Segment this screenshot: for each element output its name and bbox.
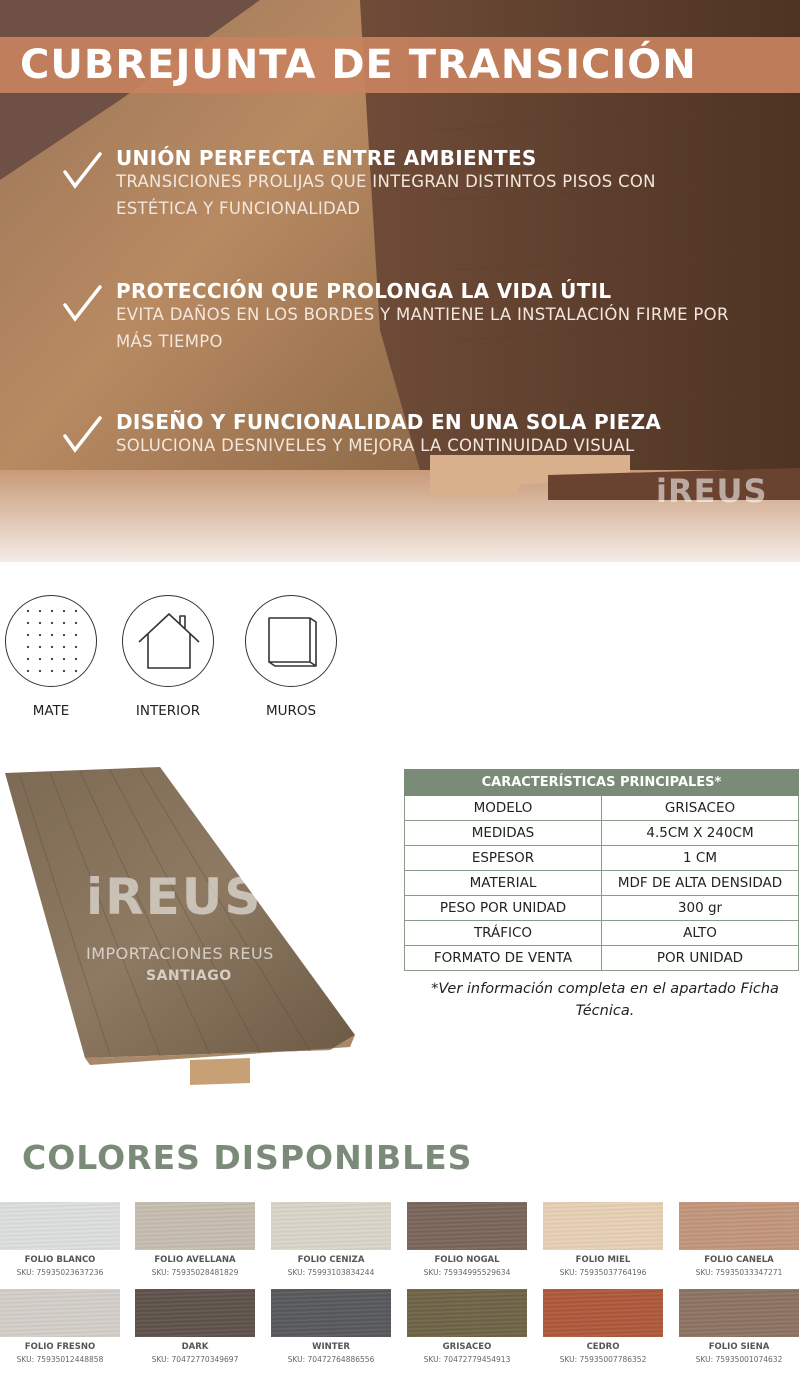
color-name: FOLIO SIENA <box>708 1342 770 1352</box>
color-swatch[interactable] <box>679 1202 799 1250</box>
benefit-title: PROTECCIÓN QUE PROLONGA LA VIDA ÚTIL <box>116 279 612 303</box>
muros-feature-icon <box>245 595 337 687</box>
color-swatch[interactable] <box>679 1289 799 1337</box>
color-swatch[interactable] <box>543 1202 663 1250</box>
benefit-title: UNIÓN PERFECTA ENTRE AMBIENTES <box>116 146 537 170</box>
spec-value: 1 CM <box>602 846 799 871</box>
table-row <box>405 821 799 846</box>
spec-label: TRÁFICO <box>405 921 602 946</box>
specs-header: CARACTERÍSTICAS PRINCIPALES* <box>405 770 799 796</box>
spec-value: 300 gr <box>602 896 799 921</box>
color-name: WINTER <box>312 1342 350 1352</box>
color-sku: SKU: 75935028481829 <box>151 1268 239 1277</box>
house-icon <box>123 596 215 688</box>
color-name: FOLIO CENIZA <box>297 1255 365 1265</box>
checkmark-icon <box>62 283 102 323</box>
interior-feature-icon <box>122 595 214 687</box>
spec-label: MEDIDAS <box>405 821 602 846</box>
color-swatch[interactable] <box>271 1202 391 1250</box>
spec-label: PESO POR UNIDAD <box>405 896 602 921</box>
spec-value: ALTO <box>602 921 799 946</box>
table-row <box>405 946 799 971</box>
dots-icon <box>6 596 98 688</box>
specs-note: *Ver información completa en el apartado Ficha Técnica. <box>431 981 779 1019</box>
feature-label-muros: MUROS <box>265 703 317 719</box>
color-sku: SKU: 70472779454913 <box>423 1355 511 1364</box>
spec-label: MATERIAL <box>405 871 602 896</box>
color-swatch[interactable] <box>135 1202 255 1250</box>
benefit-text: EVITA DAÑOS EN LOS BORDES Y MANTIENE LA INSTALACIÓN FIRME POR MÁS TIEMPO <box>116 305 729 351</box>
color-sku: SKU: 75993103834244 <box>287 1268 375 1277</box>
color-name: FOLIO NOGAL <box>434 1255 500 1265</box>
specs-table <box>404 769 799 971</box>
table-row <box>405 871 799 896</box>
brand-logo: iREUS <box>656 472 768 510</box>
color-name: FOLIO AVELLANA <box>154 1255 236 1265</box>
colors-title: COLORES DISPONIBLES <box>22 1138 473 1177</box>
page-title: CUBREJUNTA DE TRANSICIÓN <box>20 42 697 88</box>
color-name: FOLIO MIEL <box>575 1255 631 1265</box>
hero-banner <box>0 0 800 562</box>
color-swatch[interactable] <box>0 1289 120 1337</box>
benefit-text: SOLUCIONA DESNIVELES Y MEJORA LA CONTINUIDAD VISUAL <box>116 436 635 455</box>
table-row <box>405 921 799 946</box>
checkmark-icon <box>62 414 102 454</box>
product-watermark-logo: iREUS <box>86 868 263 926</box>
product-watermark-line2: SANTIAGO <box>146 968 232 984</box>
product-image <box>0 765 370 1095</box>
spec-value: GRISACEO <box>602 796 799 821</box>
mate-feature-icon <box>5 595 97 687</box>
color-sku: SKU: 75934995529634 <box>423 1268 511 1277</box>
color-sku: SKU: 70472764886556 <box>287 1355 375 1364</box>
color-name: CEDRO <box>586 1342 620 1352</box>
color-swatch[interactable] <box>543 1289 663 1337</box>
color-name: FOLIO CANELA <box>704 1255 774 1265</box>
color-name: GRISACEO <box>442 1342 492 1352</box>
spec-label: MODELO <box>405 796 602 821</box>
wall-panel-icon <box>246 596 338 688</box>
color-sku: SKU: 75935037764196 <box>559 1268 647 1277</box>
checkmark-icon <box>62 150 102 190</box>
color-name: FOLIO BLANCO <box>24 1255 96 1265</box>
color-name: DARK <box>181 1342 209 1352</box>
color-sku: SKU: 75935023637236 <box>16 1268 104 1277</box>
spec-value: 4.5CM X 240CM <box>602 821 799 846</box>
color-swatch[interactable] <box>135 1289 255 1337</box>
feature-label-interior: INTERIOR <box>135 703 201 719</box>
color-swatch[interactable] <box>271 1289 391 1337</box>
feature-label-mate: MATE <box>32 703 70 719</box>
color-swatch[interactable] <box>0 1202 120 1250</box>
benefit-title: DISEÑO Y FUNCIONALIDAD EN UNA SOLA PIEZA <box>116 410 662 434</box>
color-sku: SKU: 70472770349697 <box>151 1355 239 1364</box>
color-sku: SKU: 75935012448858 <box>16 1355 104 1364</box>
color-sku: SKU: 75935001074632 <box>695 1355 783 1364</box>
spec-label: ESPESOR <box>405 846 602 871</box>
color-sku: SKU: 75935007786352 <box>559 1355 647 1364</box>
table-row <box>405 896 799 921</box>
color-swatch[interactable] <box>407 1202 527 1250</box>
color-swatch[interactable] <box>407 1289 527 1337</box>
benefit-text: TRANSICIONES PROLIJAS QUE INTEGRAN DISTINTOS PISOS CON ESTÉTICA Y FUNCIONALIDAD <box>116 172 656 218</box>
spec-value: POR UNIDAD <box>602 946 799 971</box>
spec-label: FORMATO DE VENTA <box>405 946 602 971</box>
product-watermark-line1: IMPORTACIONES REUS <box>86 944 274 963</box>
color-name: FOLIO FRESNO <box>24 1342 96 1352</box>
table-row <box>405 796 799 821</box>
spec-value: MDF DE ALTA DENSIDAD <box>602 871 799 896</box>
color-sku: SKU: 75935033347271 <box>695 1268 783 1277</box>
table-row <box>405 846 799 871</box>
